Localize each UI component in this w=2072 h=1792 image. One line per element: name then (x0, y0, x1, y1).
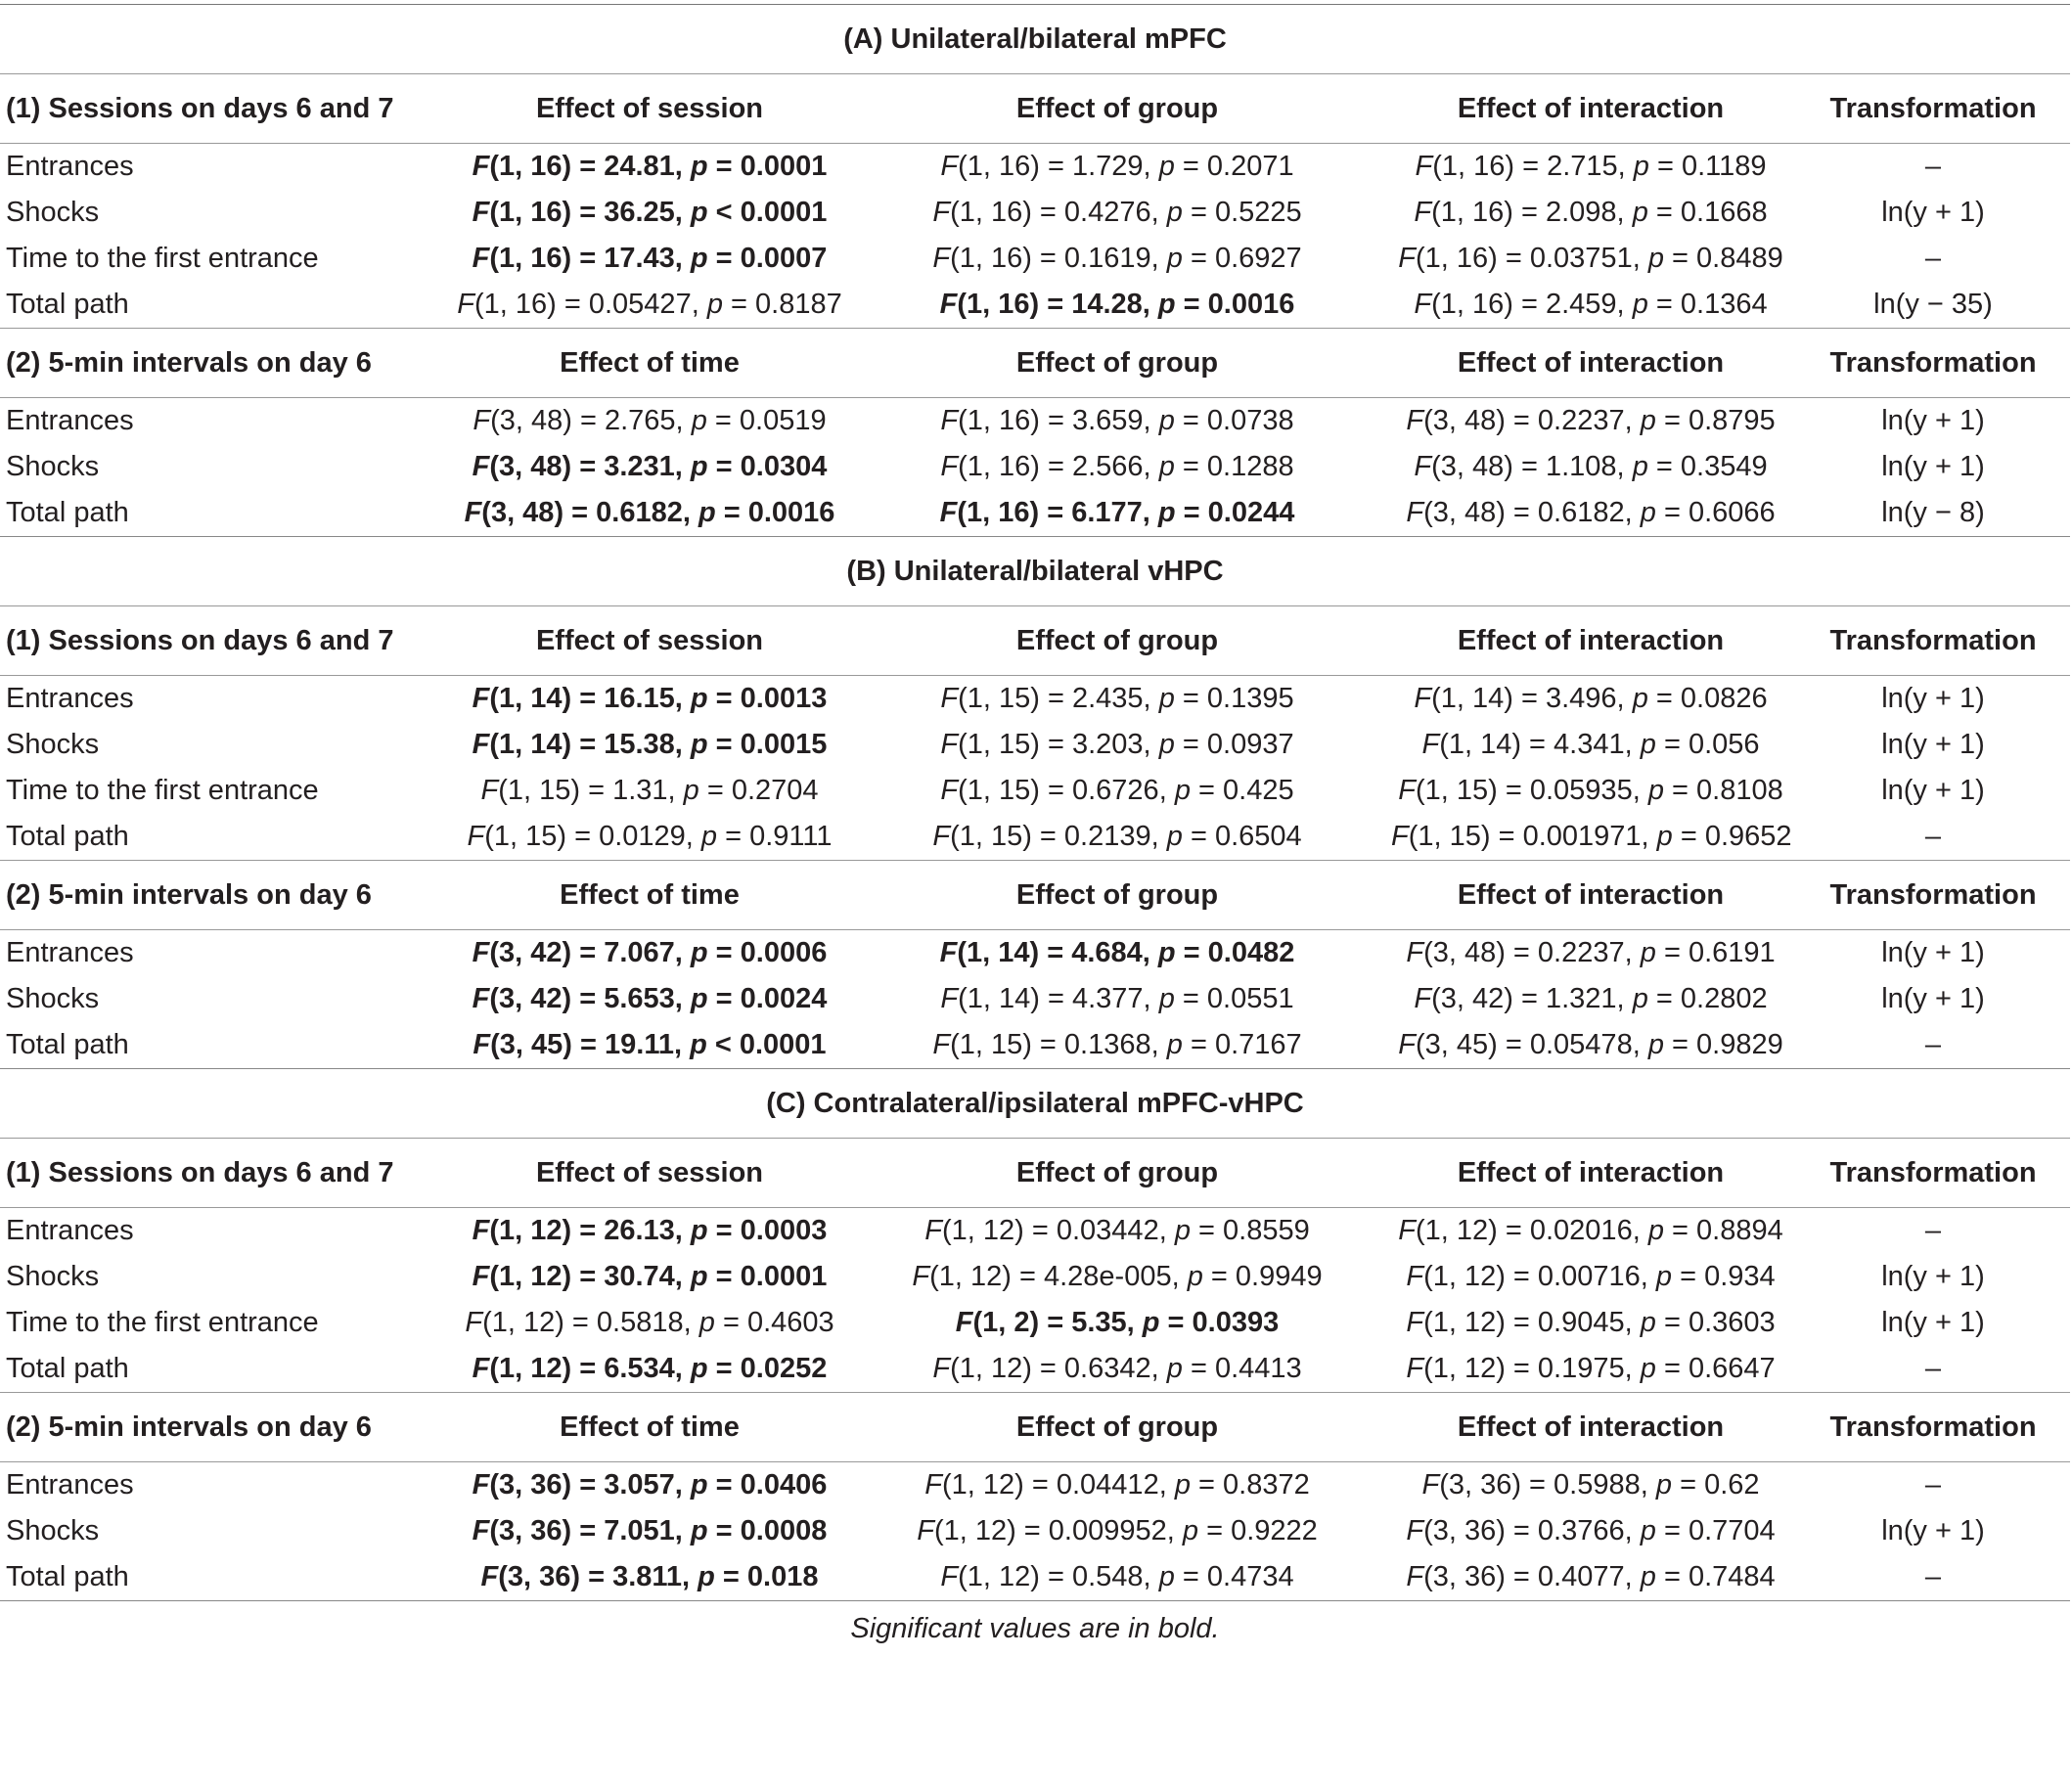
column-header: Effect of time (450, 861, 849, 930)
column-header: Transformation (1796, 1393, 2070, 1462)
stat-cell: F(1, 16) = 1.729, p = 0.2071 (940, 151, 1294, 182)
stat-cell: F(3, 48) = 3.231, p = 0.0304 (472, 451, 828, 482)
stat-cell: F(1, 15) = 0.001971, p = 0.9652 (1391, 821, 1792, 852)
row-label: Total path (6, 497, 129, 528)
stat-cell: F(3, 45) = 19.11, p < 0.0001 (473, 1029, 827, 1060)
stat-cell: F(1, 15) = 3.203, p = 0.0937 (940, 729, 1294, 760)
column-header: Effect of group (849, 329, 1385, 398)
transformation-cell: – (1924, 1353, 1942, 1384)
transformation-cell: – (1924, 1561, 1942, 1592)
stat-cell: F(1, 12) = 0.1975, p = 0.6647 (1406, 1353, 1776, 1384)
transformation-cell: ln(y + 1) (1881, 451, 1985, 482)
stat-cell: F(3, 36) = 0.4077, p = 0.7484 (1406, 1561, 1776, 1592)
section-title: (C) Contralateral/ipsilateral mPFC-vHPC (0, 1069, 2070, 1139)
stat-cell: F(3, 42) = 7.067, p = 0.0006 (472, 937, 828, 968)
table-row (0, 1208, 2070, 1255)
stat-cell: F(1, 16) = 2.459, p = 0.1364 (1414, 289, 1768, 320)
column-header: Effect of group (849, 861, 1385, 930)
stat-cell: F(1, 14) = 3.496, p = 0.0826 (1414, 683, 1768, 714)
row-label: Time to the first entrance (6, 1307, 319, 1338)
stat-cell: F(1, 12) = 0.02016, p = 0.8894 (1398, 1215, 1783, 1246)
column-header: Effect of group (849, 1393, 1385, 1462)
column-header: Transformation (1796, 606, 2070, 676)
stat-cell: F(3, 36) = 3.811, p = 0.018 (480, 1561, 819, 1592)
row-label: Shocks (6, 729, 100, 760)
table-row (0, 930, 2070, 977)
stat-cell: F(3, 45) = 0.05478, p = 0.9829 (1398, 1029, 1783, 1060)
column-header: Effect of interaction (1385, 606, 1796, 676)
table-row (0, 490, 2070, 537)
transformation-cell: ln(y + 1) (1881, 405, 1985, 436)
column-header: Transformation (1796, 74, 2070, 144)
stat-cell: F(1, 16) = 2.566, p = 0.1288 (940, 451, 1294, 482)
stat-cell: F(1, 12) = 4.28e-005, p = 0.9949 (912, 1261, 1323, 1292)
subsection-heading: (1) Sessions on days 6 and 7 (0, 1139, 450, 1208)
stat-cell: F(3, 48) = 0.2237, p = 0.8795 (1406, 405, 1776, 436)
section-title-row (0, 5, 2070, 74)
stat-cell: F(1, 12) = 26.13, p = 0.0003 (472, 1215, 828, 1246)
stat-cell: F(1, 12) = 0.9045, p = 0.3603 (1406, 1307, 1776, 1338)
stat-cell: F(1, 16) = 2.098, p = 0.1668 (1414, 197, 1768, 228)
stat-cell: F(1, 12) = 0.5818, p = 0.4603 (465, 1307, 834, 1338)
row-label: Entrances (6, 683, 134, 714)
transformation-cell: – (1924, 821, 1942, 852)
column-header: Effect of interaction (1385, 1393, 1796, 1462)
footnote-row (0, 1601, 2070, 1657)
column-header: Effect of session (450, 74, 849, 144)
row-label: Shocks (6, 1261, 100, 1292)
row-label: Time to the first entrance (6, 775, 319, 806)
stat-cell: F(1, 12) = 0.04412, p = 0.8372 (924, 1469, 1310, 1501)
transformation-cell: ln(y + 1) (1881, 1261, 1985, 1292)
transformation-cell: ln(y + 1) (1881, 729, 1985, 760)
column-header: Transformation (1796, 1139, 2070, 1208)
row-label: Entrances (6, 1215, 134, 1246)
transformation-cell: ln(y + 1) (1881, 1307, 1985, 1338)
transformation-cell: ln(y + 1) (1881, 1515, 1985, 1546)
table-row (0, 1462, 2070, 1509)
column-header-row (0, 1139, 2070, 1208)
transformation-cell: – (1924, 1029, 1942, 1060)
row-label: Entrances (6, 937, 134, 968)
row-label: Shocks (6, 983, 100, 1014)
stat-cell: F(1, 15) = 0.2139, p = 0.6504 (932, 821, 1302, 852)
stat-cell: F(3, 36) = 0.3766, p = 0.7704 (1406, 1515, 1776, 1546)
column-header: Effect of time (450, 1393, 849, 1462)
column-header: Effect of interaction (1385, 1139, 1796, 1208)
column-header-row (0, 861, 2070, 930)
table-row (0, 282, 2070, 329)
stat-cell: F(3, 36) = 3.057, p = 0.0406 (472, 1469, 828, 1501)
transformation-cell: ln(y + 1) (1881, 983, 1985, 1014)
stat-cell: F(3, 48) = 2.765, p = 0.0519 (473, 405, 827, 436)
row-label: Total path (6, 821, 129, 852)
table-row (0, 722, 2070, 768)
table-row (0, 1300, 2070, 1346)
transformation-cell: ln(y + 1) (1881, 197, 1985, 228)
column-header: Transformation (1796, 329, 2070, 398)
statistics-table (0, 4, 2070, 1656)
transformation-cell: ln(y + 1) (1881, 683, 1985, 714)
transformation-cell: ln(y + 1) (1881, 775, 1985, 806)
stat-cell: F(1, 15) = 1.31, p = 0.2704 (480, 775, 819, 806)
column-header: Effect of interaction (1385, 861, 1796, 930)
stat-cell: F(1, 12) = 0.009952, p = 0.9222 (917, 1515, 1318, 1546)
section-title: (B) Unilateral/bilateral vHPC (0, 537, 2070, 606)
column-header: Effect of time (450, 329, 849, 398)
subsection-heading: (2) 5-min intervals on day 6 (0, 861, 450, 930)
section-title: (A) Unilateral/bilateral mPFC (0, 5, 2070, 74)
table-row (0, 1022, 2070, 1069)
stat-cell: F(1, 14) = 4.377, p = 0.0551 (940, 983, 1294, 1014)
transformation-cell: ln(y − 35) (1873, 289, 1993, 320)
row-label: Entrances (6, 405, 134, 436)
table-row (0, 398, 2070, 445)
subsection-heading: (1) Sessions on days 6 and 7 (0, 606, 450, 676)
row-label: Shocks (6, 197, 100, 228)
stat-cell: F(1, 14) = 4.341, p = 0.056 (1421, 729, 1760, 760)
row-label: Time to the first entrance (6, 243, 319, 274)
stat-cell: F(1, 16) = 14.28, p = 0.0016 (939, 289, 1295, 320)
stat-cell: F(1, 15) = 0.6726, p = 0.425 (940, 775, 1294, 806)
column-header: Transformation (1796, 861, 2070, 930)
stat-cell: F(3, 42) = 5.653, p = 0.0024 (472, 983, 828, 1014)
table-row (0, 444, 2070, 490)
stat-cell: F(1, 12) = 0.548, p = 0.4734 (940, 1561, 1294, 1592)
column-header: Effect of interaction (1385, 74, 1796, 144)
column-header-row (0, 74, 2070, 144)
transformation-cell: – (1924, 1215, 1942, 1246)
row-label: Total path (6, 1353, 129, 1384)
table-row (0, 1346, 2070, 1393)
stat-cell: F(1, 12) = 30.74, p = 0.0001 (472, 1261, 828, 1292)
table-footnote: Significant values are in bold. (0, 1601, 2070, 1657)
row-label: Shocks (6, 451, 100, 482)
table-row (0, 676, 2070, 723)
table-body (0, 5, 2070, 1657)
stat-cell: F(1, 16) = 17.43, p = 0.0007 (472, 243, 828, 274)
stat-cell: F(1, 16) = 0.4276, p = 0.5225 (932, 197, 1302, 228)
stat-cell: F(1, 2) = 5.35, p = 0.0393 (955, 1307, 1280, 1338)
row-label: Shocks (6, 1515, 100, 1546)
subsection-heading: (2) 5-min intervals on day 6 (0, 1393, 450, 1462)
table-row (0, 236, 2070, 282)
transformation-cell: – (1924, 243, 1942, 274)
stat-cell: F(1, 14) = 16.15, p = 0.0013 (472, 683, 828, 714)
stat-cell: F(1, 14) = 4.684, p = 0.0482 (939, 937, 1295, 968)
column-header: Effect of session (450, 606, 849, 676)
section-title-row (0, 537, 2070, 606)
stat-cell: F(1, 12) = 0.03442, p = 0.8559 (924, 1215, 1310, 1246)
stat-cell: F(1, 16) = 6.177, p = 0.0244 (939, 497, 1295, 528)
column-header: Effect of session (450, 1139, 849, 1208)
transformation-cell: – (1924, 151, 1942, 182)
table-row (0, 814, 2070, 861)
transformation-cell: – (1924, 1469, 1942, 1501)
subsection-heading: (1) Sessions on days 6 and 7 (0, 74, 450, 144)
table-row (0, 1254, 2070, 1300)
stat-cell: F(1, 12) = 0.00716, p = 0.934 (1406, 1261, 1776, 1292)
table-row (0, 976, 2070, 1022)
stat-cell: F(3, 36) = 7.051, p = 0.0008 (472, 1515, 828, 1546)
stat-cell: F(3, 36) = 0.5988, p = 0.62 (1421, 1469, 1760, 1501)
stat-cell: F(1, 12) = 0.6342, p = 0.4413 (932, 1353, 1302, 1384)
section-title-row (0, 1069, 2070, 1139)
row-label: Total path (6, 1561, 129, 1592)
stat-cell: F(1, 16) = 0.1619, p = 0.6927 (932, 243, 1302, 274)
column-header: Effect of interaction (1385, 329, 1796, 398)
column-header-row (0, 1393, 2070, 1462)
row-label: Total path (6, 289, 129, 320)
stat-cell: F(1, 16) = 36.25, p < 0.0001 (472, 197, 828, 228)
table-row (0, 1508, 2070, 1554)
table-row (0, 144, 2070, 191)
row-label: Entrances (6, 1469, 134, 1501)
table-row (0, 190, 2070, 236)
table-row (0, 768, 2070, 814)
stat-cell: F(3, 48) = 0.6182, p = 0.6066 (1406, 497, 1776, 528)
stat-cell: F(1, 15) = 0.0129, p = 0.9111 (467, 821, 833, 852)
stat-cell: F(1, 15) = 0.1368, p = 0.7167 (932, 1029, 1302, 1060)
column-header: Effect of group (849, 1139, 1385, 1208)
stat-cell: F(3, 48) = 0.6182, p = 0.0016 (464, 497, 835, 528)
stat-cell: F(1, 16) = 0.03751, p = 0.8489 (1398, 243, 1783, 274)
stat-cell: F(3, 48) = 1.108, p = 0.3549 (1414, 451, 1768, 482)
column-header-row (0, 329, 2070, 398)
transformation-cell: ln(y + 1) (1881, 937, 1985, 968)
stat-cell: F(1, 12) = 6.534, p = 0.0252 (472, 1353, 828, 1384)
stat-cell: F(1, 14) = 15.38, p = 0.0015 (472, 729, 828, 760)
stat-cell: F(1, 16) = 24.81, p = 0.0001 (472, 151, 828, 182)
table-row (0, 1554, 2070, 1601)
stat-cell: F(3, 48) = 0.2237, p = 0.6191 (1406, 937, 1776, 968)
row-label: Total path (6, 1029, 129, 1060)
column-header: Effect of group (849, 74, 1385, 144)
stat-cell: F(1, 15) = 2.435, p = 0.1395 (940, 683, 1294, 714)
column-header-row (0, 606, 2070, 676)
stat-cell: F(3, 42) = 1.321, p = 0.2802 (1414, 983, 1768, 1014)
row-label: Entrances (6, 151, 134, 182)
transformation-cell: ln(y − 8) (1881, 497, 1985, 528)
stat-cell: F(1, 16) = 0.05427, p = 0.8187 (457, 289, 842, 320)
stat-cell: F(1, 16) = 3.659, p = 0.0738 (940, 405, 1294, 436)
stat-cell: F(1, 16) = 2.715, p = 0.1189 (1415, 151, 1767, 182)
stat-cell: F(1, 15) = 0.05935, p = 0.8108 (1398, 775, 1783, 806)
column-header: Effect of group (849, 606, 1385, 676)
subsection-heading: (2) 5-min intervals on day 6 (0, 329, 450, 398)
